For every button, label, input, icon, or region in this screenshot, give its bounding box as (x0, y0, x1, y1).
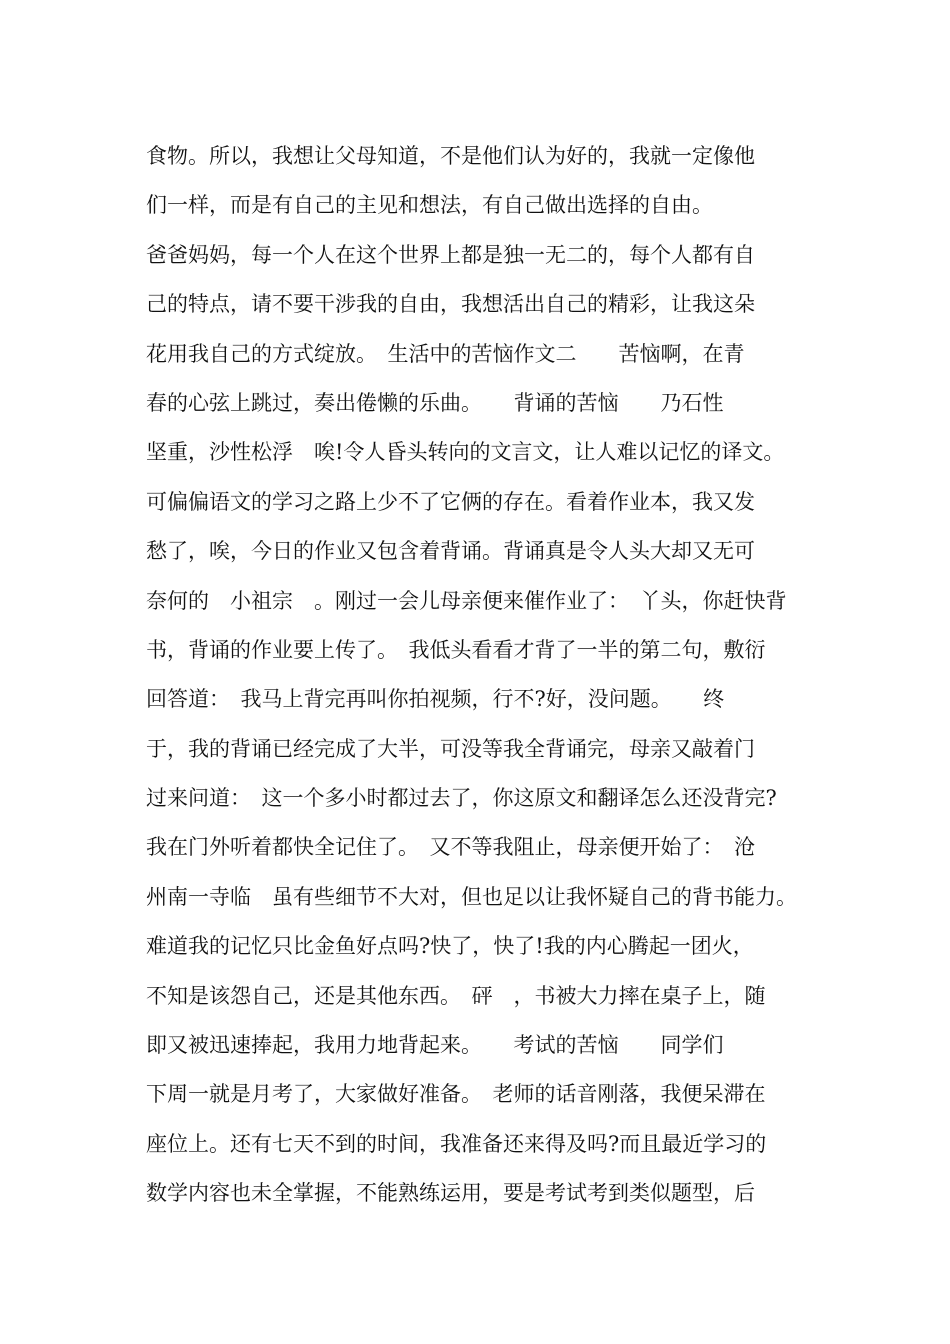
text-line: 座位上。还有七天不到的时间，我准备还来得及吗?而且最近学习的 (146, 1131, 767, 1156)
text-line: 难道我的记忆只比金鱼好点吗?快了，快了!我的内心腾起一团火， (146, 934, 754, 959)
body-text (146, 132, 846, 1219)
text-line: 回答道： 我马上背完再叫你拍视频，行不?好，没问题。 终 (146, 687, 725, 712)
text-line: 过来问道： 这一个多小时都过去了，你这原文和翻译怎么还没背完? (146, 786, 777, 811)
text-line: 于，我的背诵已经完成了大半，可没等我全背诵完，母亲又敲着门 (146, 736, 755, 761)
text-line: 我在门外听着都快全记住了。 又不等我阻止，母亲便开始了： 沧 (146, 835, 755, 860)
text-line: 愁了，唉，今日的作业又包含着背诵。背诵真是令人头大却又无可 (146, 539, 755, 564)
text-line: 春的心弦上跳过，奏出倦懒的乐曲。 背诵的苦恼 乃石性 (146, 390, 724, 415)
text-line: 花用我自己的方式绽放。 生活中的苦恼作文二 苦恼啊，在青 (146, 341, 745, 366)
text-line: 数学内容也未全掌握，不能熟练运用，要是考试考到类似题型，后 (146, 1181, 755, 1206)
text-line: 己的特点，请不要干涉我的自由，我想活出自己的精彩，让我这朵 (146, 292, 755, 317)
text-line: 们一样，而是有自己的主见和想法，有自己做出选择的自由。 (146, 193, 713, 218)
text-line: 可偏偏语文的学习之路上少不了它俩的存在。看着作业本，我又发 (146, 489, 755, 514)
text-line: 书，背诵的作业要上传了。 我低头看看才背了一半的第二句，敷衍 (146, 637, 766, 662)
text-line: 爸爸妈妈，每一个人在这个世界上都是独一无二的，每个人都有自 (146, 242, 755, 267)
text-line: 不知是该怨自己，还是其他东西。 砰 ，书被大力摔在桌子上，随 (146, 983, 766, 1008)
text-line: 即又被迅速捧起，我用力地背起来。 考试的苦恼 同学们 (146, 1033, 724, 1058)
text-line: 奈何的 小祖宗 。刚过一会儿母亲便来催作业了： 丫头，你赶快背 (146, 588, 787, 613)
text-line: 州南一寺临 虽有些细节不大对，但也足以让我怀疑自己的背书能力。 (146, 884, 797, 909)
text-line: 下周一就是月考了，大家做好准备。 老师的话音刚落，我便呆滞在 (146, 1082, 766, 1107)
text-line: 坚重，沙性松浮 唉!令人昏头转向的文言文，让人难以记忆的译文。 (146, 440, 785, 465)
text-line: 食物。所以，我想让父母知道，不是他们认为好的，我就一定像他 (146, 144, 755, 168)
